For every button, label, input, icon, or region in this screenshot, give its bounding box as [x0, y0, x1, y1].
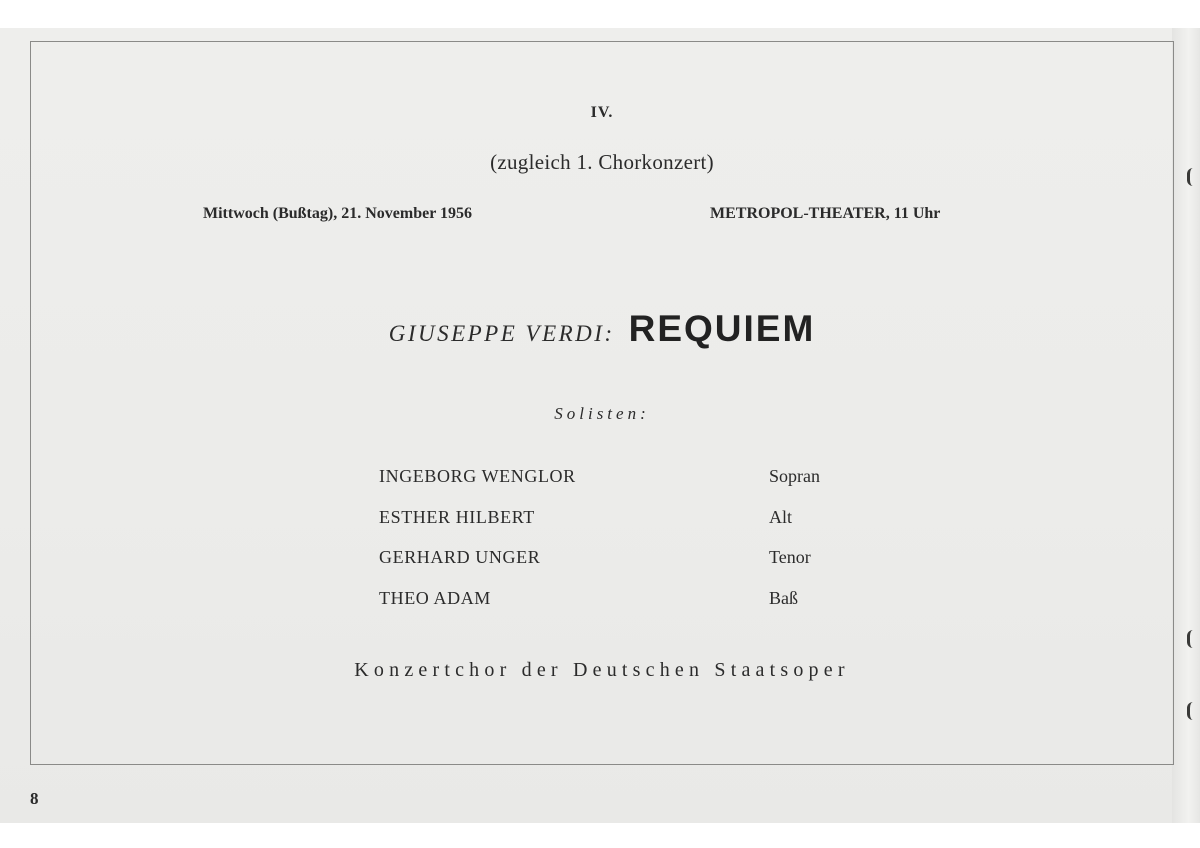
soloist-row — [379, 466, 859, 490]
concert-venue: METROPOL-THEATER, 11 Uhr — [710, 205, 941, 222]
soloist-voice: Baß — [769, 588, 798, 608]
concert-subtitle: (zugleich 1. Chorkonzert) — [490, 150, 714, 174]
binding-ring-mark — [1187, 702, 1195, 720]
soloists-heading: Solisten: — [554, 404, 650, 423]
concert-date: Mittwoch (Bußtag), 21. November 1956 — [203, 205, 473, 222]
work-name: REQUIEM — [628, 308, 816, 349]
soloist-row — [379, 547, 859, 571]
page-edge — [1172, 28, 1200, 823]
composer-name: GIUSEPPE VERDI: — [388, 321, 615, 346]
soloist-voice: Tenor — [769, 547, 811, 567]
concert-number: IV. — [590, 104, 614, 121]
soloist-row — [379, 507, 859, 531]
soloist-name: GERHARD UNGER — [379, 547, 541, 567]
binding-ring-mark — [1187, 630, 1195, 648]
page-number: 8 — [30, 789, 39, 808]
soloist-voice: Sopran — [769, 466, 820, 486]
soloist-name: THEO ADAM — [379, 588, 491, 608]
choir-credit: Konzertchor der Deutschen Staatsoper — [354, 659, 850, 681]
soloist-name: ESTHER HILBERT — [379, 507, 535, 527]
soloist-voice: Alt — [769, 507, 793, 527]
work-title — [30, 308, 1174, 350]
soloist-name: INGEBORG WENGLOR — [379, 466, 576, 486]
binding-ring-mark — [1187, 168, 1195, 186]
soloist-row — [379, 588, 859, 612]
